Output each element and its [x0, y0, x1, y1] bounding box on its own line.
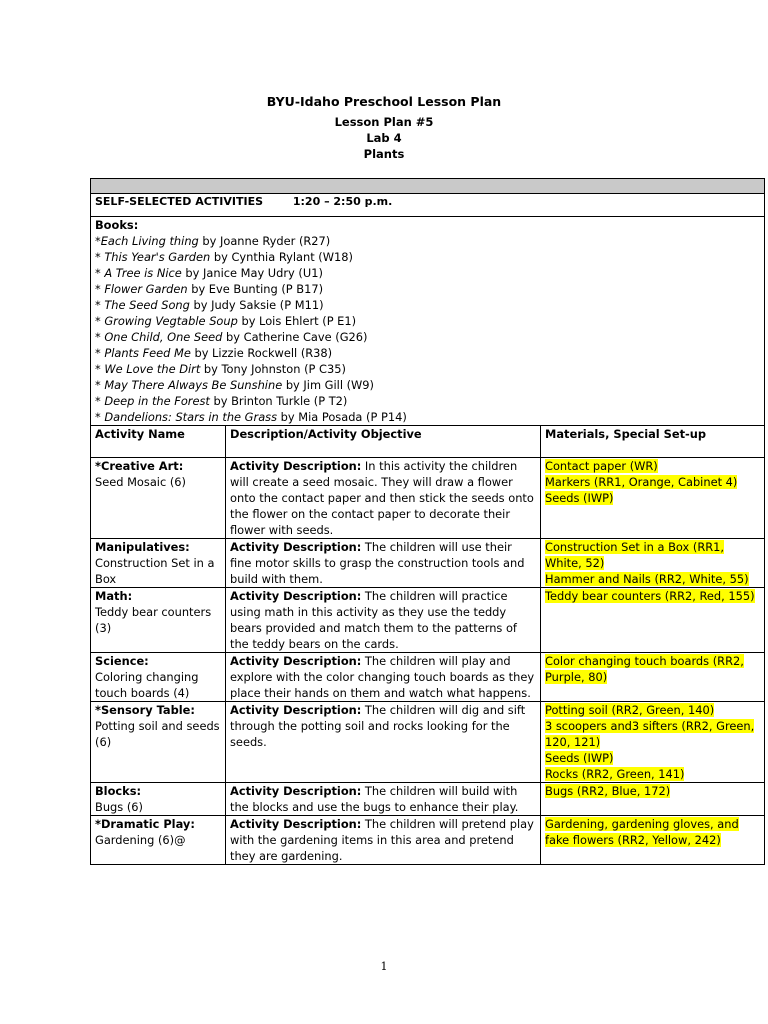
material-item — [545, 783, 760, 799]
activity-description-cell — [226, 702, 541, 783]
material-item — [545, 539, 760, 571]
book-author: by Joanne Ryder (R27) — [198, 234, 331, 248]
activity-name-cell — [91, 588, 226, 653]
lesson-plan-number: Lesson Plan #5 — [334, 115, 434, 129]
column-header-row — [91, 426, 765, 458]
activity-name-cell — [91, 539, 226, 588]
book-author: by Judy Saksie (P M11) — [189, 298, 324, 312]
materials-cell — [541, 653, 765, 702]
description-label: Activity Description: — [230, 654, 362, 668]
description-text: The children will practice using math in this activity as they use the teddy bears provided and match them to the patterns of the teddy bears on the cards. — [230, 589, 517, 651]
lesson-plan-table — [90, 178, 765, 865]
material-highlight: Teddy bear counters (RR2, Red, 155) — [545, 589, 755, 603]
activity-description-cell — [226, 653, 541, 702]
description-header: Description/Activity Objective — [226, 426, 541, 458]
book-bullet: * — [95, 362, 105, 376]
activity-row — [91, 653, 765, 702]
book-title: Deep in the Forest — [104, 394, 210, 408]
book-bullet: * — [95, 410, 105, 424]
activity-detail: Bugs (6) — [95, 800, 143, 814]
book-title: Growing Vegtable Soup — [104, 314, 238, 328]
book-author: by Lizzie Rockwell (R38) — [190, 346, 333, 360]
book-item — [95, 265, 760, 281]
material-item — [545, 702, 760, 718]
gray-band-row — [91, 179, 765, 194]
book-title: A Tree is Nice — [104, 266, 182, 280]
book-item — [95, 361, 760, 377]
description-label: Activity Description: — [230, 459, 362, 473]
book-author: by Brinton Turkle (P T2) — [209, 394, 348, 408]
book-author: by Jim Gill (W9) — [282, 378, 374, 392]
activity-description-cell — [226, 588, 541, 653]
materials-cell — [541, 702, 765, 783]
activity-detail: Potting soil and seeds (6) — [95, 719, 220, 749]
material-highlight: Hammer and Nails (RR2, White, 55) — [545, 572, 749, 586]
books-row — [91, 217, 765, 426]
description-text: The children will build with the blocks and use the bugs to enhance their play. — [230, 784, 519, 814]
activity-rows — [91, 458, 765, 865]
materials-cell — [541, 816, 765, 865]
activity-row — [91, 783, 765, 816]
material-item — [545, 458, 760, 474]
book-title: The Seed Song — [104, 298, 190, 312]
book-item — [95, 297, 760, 313]
activity-name-cell — [91, 458, 226, 539]
self-selected-row — [91, 194, 765, 217]
self-selected-label: SELF-SELECTED ACTIVITIES — [95, 195, 264, 208]
material-item — [545, 718, 760, 750]
material-item — [545, 816, 760, 848]
material-highlight: Potting soil (RR2, Green, 140) — [545, 703, 715, 717]
page-number: 1 — [380, 960, 388, 973]
material-highlight: Bugs (RR2, Blue, 172) — [545, 784, 671, 798]
activity-detail: Construction Set in a Box — [95, 556, 215, 586]
book-title: Plants Feed Me — [104, 346, 191, 360]
material-item — [545, 474, 760, 490]
description-text: The children will use their fine motor skills to grasp the construction tools and build with them. — [230, 540, 525, 586]
material-item — [545, 571, 760, 587]
book-bullet: * — [95, 250, 105, 264]
book-item — [95, 409, 760, 425]
book-item — [95, 313, 760, 329]
activity-row — [91, 702, 765, 783]
activity-center-label: Science: — [95, 654, 149, 668]
activity-description-cell — [226, 816, 541, 865]
book-item — [95, 345, 760, 361]
book-title: May There Always Be Sunshine — [104, 378, 283, 392]
description-text: In this activity the children will create a seed mosaic. They will draw a flower onto the contact paper and then stick the seeds onto the flower on the contact paper to decorate their flower with seeds. — [230, 459, 534, 537]
material-highlight: Construction Set in a Box (RR1, White, 52) — [545, 540, 725, 570]
book-title: Each Living thing — [100, 234, 199, 248]
activity-row — [91, 588, 765, 653]
description-text: The children will dig and sift through the potting soil and rocks looking for the seeds. — [230, 703, 526, 749]
material-highlight: Seeds (IWP) — [545, 751, 614, 765]
material-highlight: Seeds (IWP) — [545, 491, 614, 505]
book-author: by Eve Bunting (P B17) — [187, 282, 324, 296]
document-title: BYU-Idaho Preschool Lesson Plan — [266, 94, 502, 109]
book-bullet: * — [95, 282, 105, 296]
activity-row — [91, 816, 765, 865]
material-highlight: Gardening, gardening gloves, and fake flowers (RR2, Yellow, 242) — [545, 817, 739, 847]
book-author: by Catherine Cave (G26) — [222, 330, 368, 344]
material-highlight: Rocks (RR2, Green, 141) — [545, 767, 685, 781]
materials-cell — [541, 588, 765, 653]
material-item — [545, 653, 760, 685]
material-highlight: Markers (RR1, Orange, Cabinet 4) — [545, 475, 738, 489]
book-title: Dandelions: Stars in the Grass — [104, 410, 278, 424]
book-bullet: * — [95, 266, 105, 280]
description-label: Activity Description: — [230, 540, 362, 554]
book-title: One Child, One Seed — [104, 330, 223, 344]
book-item — [95, 281, 760, 297]
activity-detail: Seed Mosaic (6) — [95, 475, 186, 489]
activity-name-header: Activity Name — [91, 426, 226, 458]
material-item — [545, 750, 760, 766]
material-item — [545, 766, 760, 782]
material-highlight: Contact paper (WR) — [545, 459, 658, 473]
description-text: The children will play and explore with the color changing touch boards as they place their hands on them and watch what happens. — [230, 654, 535, 700]
book-bullet: * — [95, 298, 105, 312]
description-label: Activity Description: — [230, 784, 362, 798]
book-title: We Love the Dirt — [104, 362, 201, 376]
lab-number: Lab 4 — [366, 131, 402, 145]
book-author: by Cynthia Rylant (W18) — [210, 250, 353, 264]
activity-center-label: *Dramatic Play: — [95, 817, 195, 831]
materials-cell — [541, 783, 765, 816]
book-author: by Mia Posada (P P14) — [277, 410, 407, 424]
material-item — [545, 588, 760, 604]
book-bullet: * — [95, 314, 105, 328]
activity-detail: Coloring changing touch boards (4) — [95, 670, 199, 700]
description-label: Activity Description: — [230, 817, 362, 831]
materials-cell — [541, 539, 765, 588]
books-heading: Books: — [95, 218, 139, 232]
book-bullet: * — [95, 394, 105, 408]
activity-name-cell — [91, 816, 226, 865]
materials-cell — [541, 458, 765, 539]
book-bullet: * — [95, 378, 105, 392]
book-item — [95, 393, 760, 409]
activity-description-cell — [226, 783, 541, 816]
activity-center-label: Manipulatives: — [95, 540, 190, 554]
description-label: Activity Description: — [230, 589, 362, 603]
book-item — [95, 377, 760, 393]
activity-row — [91, 539, 765, 588]
book-title: Flower Garden — [104, 282, 188, 296]
book-item — [95, 329, 760, 345]
activity-center-label: Math: — [95, 589, 133, 603]
activity-center-label: *Creative Art: — [95, 459, 184, 473]
book-item — [95, 233, 760, 249]
activity-name-cell — [91, 702, 226, 783]
activity-detail: Gardening (6)@ — [95, 833, 186, 847]
activity-center-label: *Sensory Table: — [95, 703, 195, 717]
self-selected-time: 1:20 – 2:50 p.m. — [292, 195, 393, 208]
book-bullet: * — [95, 346, 105, 360]
book-author: by Lois Ehlert (P E1) — [237, 314, 357, 328]
description-text: The children will pretend play with the gardening items in this area and pretend they are gardening. — [230, 817, 534, 863]
activity-name-cell — [91, 783, 226, 816]
book-author: by Tony Johnston (P C35) — [200, 362, 346, 376]
book-item — [95, 249, 760, 265]
book-title: This Year's Garden — [104, 250, 211, 264]
activity-name-cell — [91, 653, 226, 702]
materials-header: Materials, Special Set-up — [541, 426, 765, 458]
material-item — [545, 490, 760, 506]
activity-row — [91, 458, 765, 539]
activity-description-cell — [226, 539, 541, 588]
activity-detail: Teddy bear counters (3) — [95, 605, 212, 635]
activity-description-cell — [226, 458, 541, 539]
book-author: by Janice May Udry (U1) — [181, 266, 323, 280]
material-highlight: 3 scoopers and3 sifters (RR2, Green, 120, 121) — [545, 719, 755, 749]
lesson-theme: Plants — [363, 147, 405, 161]
material-highlight: Color changing touch boards (RR2, Purple, 80) — [545, 654, 744, 684]
description-label: Activity Description: — [230, 703, 362, 717]
book-bullet: * — [95, 330, 105, 344]
activity-center-label: Blocks: — [95, 784, 142, 798]
book-bullet: * — [95, 234, 101, 248]
